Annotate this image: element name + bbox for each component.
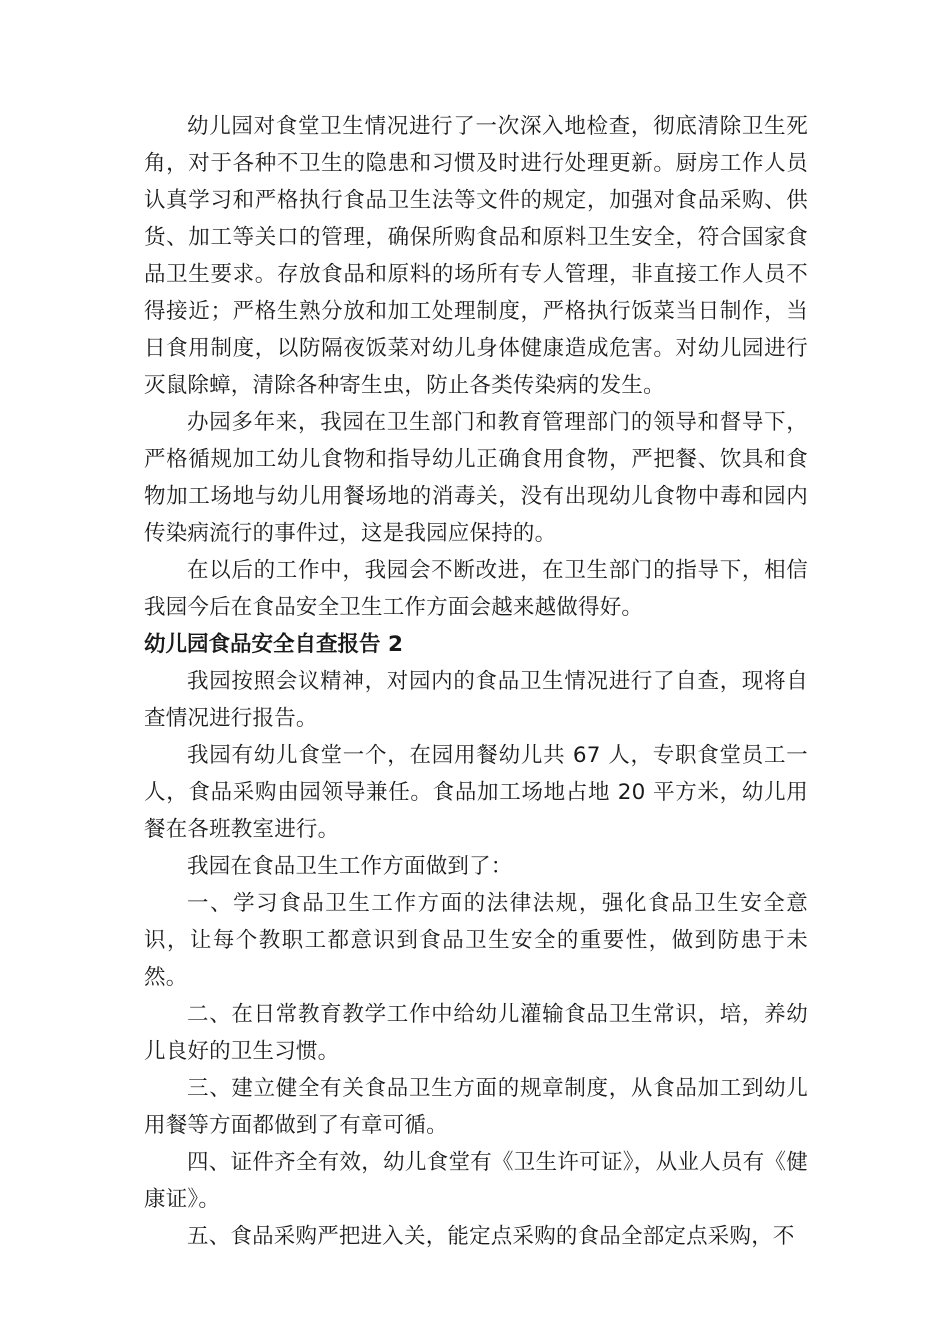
list-item-3: 三、建立健全有关食品卫生方面的规章制度，从食品加工到幼儿用餐等方面都做到了有章可循。 bbox=[144, 1076, 808, 1138]
paragraph-achievements-lead: 我园在食品卫生工作方面做到了： bbox=[187, 854, 513, 879]
paragraph-history: 办园多年来，我园在卫生部门和教育管理部门的领导和督导下，严格循规加工幼儿食物和指导幼儿正确食用食物，严把餐、饮具和食物加工场地与幼儿用餐场地的消毒关，没有出现幼儿食物中毒和园内传染病流行的事件过，这是我园应保持的。 bbox=[144, 410, 808, 546]
section-title: 幼儿园食品安全自查报告 2 bbox=[144, 632, 403, 657]
document-page bbox=[144, 108, 808, 1255]
paragraph-inspection: 幼儿园对食堂卫生情况进行了一次深入地检查，彻底清除卫生死角，对于各种不卫生的隐患和习惯及时进行处理更新。厨房工作人员认真学习和严格执行食品卫生法等文件的规定，加强对食品采购、供货、加工等关口的管理，确保所购食品和原料卫生安全，符合国家食品卫生要求。存放食品和原料的场所有专人管理，非直接工作人员不得接近；严格生熟分放和加工处理制度，严格执行饭菜当日制作，当日食用制度，以防隔夜饭菜对幼儿身体健康造成危害。对幼儿园进行灭鼠除蟑，清除各种寄生虫，防止各类传染病的发生。 bbox=[144, 114, 808, 398]
list-item-1: 一、学习食品卫生工作方面的法律法规，强化食品卫生安全意识，让每个教职工都意识到食品卫生安全的重要性，做到防患于未然。 bbox=[144, 891, 808, 990]
list-item-5: 五、食品采购严把进入关，能定点采购的食品全部定点采购，不 bbox=[187, 1224, 795, 1249]
list-item-2: 二、在日常教育教学工作中给幼儿灌输食品卫生常识，培，养幼儿良好的卫生习惯。 bbox=[144, 1002, 808, 1064]
list-item-4: 四、证件齐全有效，幼儿食堂有《卫生许可证》，从业人员有《健康证》。 bbox=[144, 1150, 808, 1212]
paragraph-canteen-info: 我园有幼儿食堂一个，在园用餐幼儿共 67 人，专职食堂员工一人，食品采购由园领导兼任。食品加工场地占地 20 平方米，幼儿用餐在各班教室进行。 bbox=[144, 743, 808, 842]
paragraph-intro: 我园按照会议精神，对园内的食品卫生情况进行了自查，现将自查情况进行报告。 bbox=[144, 669, 808, 731]
paragraph-future: 在以后的工作中，我园会不断改进，在卫生部门的指导下，相信我园今后在食品安全卫生工作方面会越来越做得好。 bbox=[144, 558, 808, 620]
